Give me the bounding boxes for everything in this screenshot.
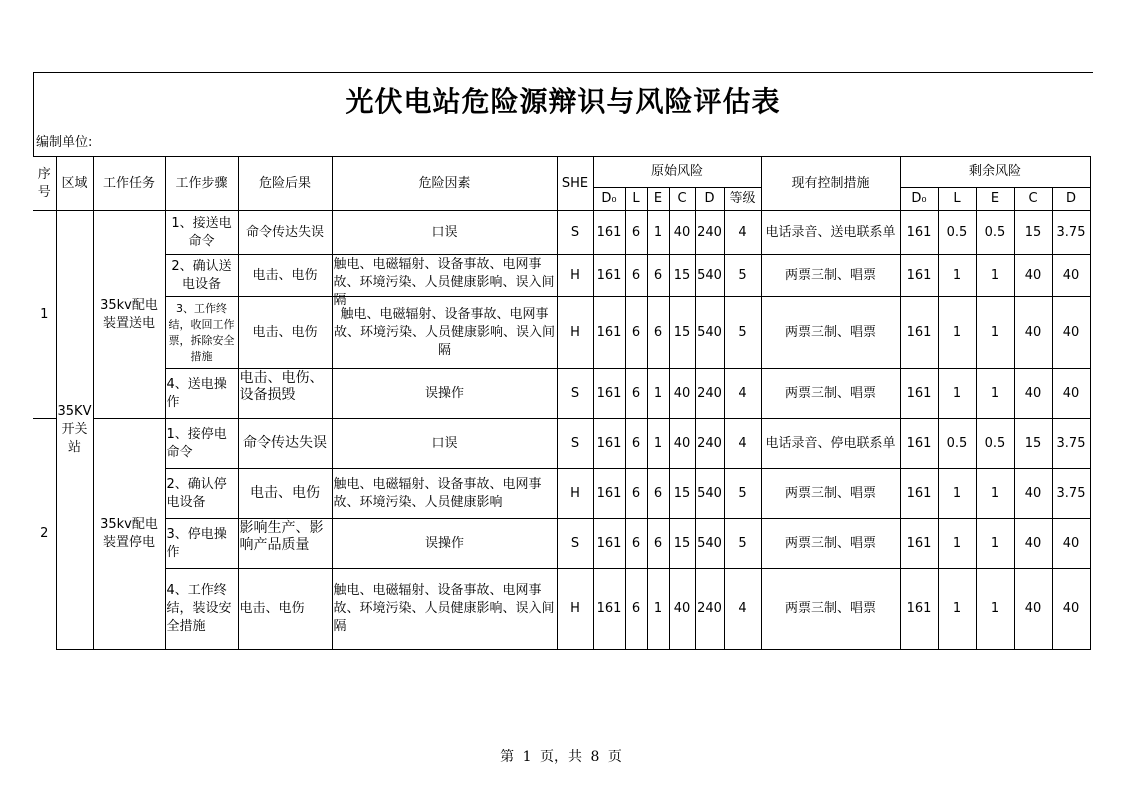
area-cell [56,211,93,650]
table-row [33,569,1090,650]
l-cell: 6 [625,369,647,419]
res-l-cell: 0.5 [938,419,976,469]
l-cell: 6 [625,419,647,469]
compiling-unit-label [36,131,92,150]
consequence-text: 影响生产、影响产品质量 [239,519,324,553]
res-e-cell: 1 [976,369,1014,419]
she-cell: H [557,469,593,519]
res-l-cell: 1 [938,519,976,569]
d-cell: 540 [695,519,724,569]
factor-cell: 触电、电磁辐射、设备事故、电网事故、环境污染、人员健康影响、误入间隔 [332,297,557,369]
e-cell: 1 [647,211,669,255]
table-row [33,211,1090,255]
consequence-cell: 电击、电伤 [238,569,332,650]
she-cell: S [557,519,593,569]
l-cell: 6 [625,519,647,569]
res-d0-cell: 161 [900,297,938,369]
res-d0-cell: 161 [900,211,938,255]
consequence-text: 电击、电伤、设备损毁 [239,369,324,403]
d0-cell: 161 [593,569,625,650]
res-d-cell: 3.75 [1052,211,1090,255]
res-d0-cell: 161 [900,369,938,419]
res-e-cell: 1 [976,469,1014,519]
step-cell: 4、工作终结，装设安全措施 [165,569,238,650]
she-cell: S [557,419,593,469]
step-cell: 3、停电操作 [165,519,238,569]
l-cell: 6 [625,255,647,297]
l-cell: 6 [625,469,647,519]
table-row [33,469,1090,519]
header-she: SHE [557,157,593,211]
c-cell: 40 [669,211,695,255]
d0-cell: 161 [593,255,625,297]
res-c-cell: 40 [1014,519,1052,569]
c-cell: 15 [669,469,695,519]
control-cell: 两票三制、唱票 [761,469,900,519]
step-cell: 4、送电操作 [165,369,238,419]
c-cell: 40 [669,369,695,419]
group-seq: 1 [33,211,56,419]
header-res-l: L [938,188,976,211]
res-e-cell: 1 [976,297,1014,369]
res-d-cell: 40 [1052,569,1090,650]
control-cell: 两票三制、唱票 [761,569,900,650]
res-d0-cell: 161 [900,569,938,650]
c-cell: 15 [669,255,695,297]
compiling-unit-text: 编制单位: [36,135,93,150]
step-cell: 3、工作终结，收回工作票，拆除安全措施 [165,297,238,369]
consequence-cell: 电击、电伤 [238,297,332,369]
res-d-cell: 40 [1052,297,1090,369]
e-cell: 1 [647,569,669,650]
control-cell: 两票三制、唱票 [761,369,900,419]
res-d-cell: 40 [1052,369,1090,419]
footer-page-total: 8 [590,749,600,765]
consequence-cell [238,369,332,419]
res-e-cell: 1 [976,255,1014,297]
header-orig-grade: 等级 [724,188,761,211]
header-seq: 序号 [33,157,56,211]
footer-suffix: 页 [607,749,622,765]
l-cell: 6 [625,569,647,650]
header-orig-l: L [625,188,647,211]
factor-cell: 触电、电磁辐射、设备事故、电网事故、环境污染、人员健康影响、误入间隔 [332,569,557,650]
consequence-cell: 命令传达失误 [238,211,332,255]
res-c-cell: 40 [1014,369,1052,419]
res-d-cell: 40 [1052,519,1090,569]
footer-mid: 页，共 [540,749,582,765]
res-c-cell: 15 [1014,419,1052,469]
factor-cell [332,255,557,308]
d-cell: 240 [695,211,724,255]
footer-prefix: 第 [500,749,515,765]
c-cell: 15 [669,297,695,369]
res-e-cell: 0.5 [976,211,1014,255]
table-row [33,255,1090,297]
group-task: 35kv配电装置停电 [93,419,165,650]
grade-cell: 4 [724,419,761,469]
grade-cell: 5 [724,519,761,569]
d0-cell: 161 [593,419,625,469]
header-factor: 危险因素 [332,157,557,211]
factor-cell: 口误 [332,211,557,255]
header-orig-d: D [695,188,724,211]
e-cell: 1 [647,419,669,469]
header-consequence: 危险后果 [238,157,332,211]
header-orig-c: C [669,188,695,211]
header-orig-d0: D₀ [593,188,625,211]
res-d0-cell: 161 [900,469,938,519]
grade-cell: 5 [724,297,761,369]
consequence-cell: 命令传达失误 [238,419,332,469]
res-l-cell: 1 [938,469,976,519]
control-cell: 电话录音、停电联系单 [761,419,900,469]
res-l-cell: 0.5 [938,211,976,255]
factor-cell: 触电、电磁辐射、设备事故、电网事故、环境污染、人员健康影响 [332,469,557,519]
frame-top-border [33,72,1093,73]
control-cell: 两票三制、唱票 [761,255,900,297]
d-cell: 240 [695,419,724,469]
she-cell: H [557,255,593,297]
e-cell: 6 [647,469,669,519]
factor-text: 触电、电磁辐射、设备事故、电网事故、环境污染、人员健康影响、误入间隔 [333,256,555,308]
res-c-cell: 15 [1014,211,1052,255]
d-cell: 540 [695,297,724,369]
res-d-cell: 3.75 [1052,469,1090,519]
d0-cell: 161 [593,469,625,519]
l-cell: 6 [625,297,647,369]
header-res-d: D [1052,188,1090,211]
header-res-d0: D₀ [900,188,938,211]
res-d0-cell: 161 [900,519,938,569]
table-row [33,419,1090,469]
step-cell: 2、确认送电设备 [165,255,238,297]
table-row [33,369,1090,419]
control-cell: 两票三制、唱票 [761,297,900,369]
header-res-e: E [976,188,1014,211]
e-cell: 1 [647,369,669,419]
d0-cell: 161 [593,297,625,369]
header-area: 区域 [56,157,93,211]
res-c-cell: 40 [1014,469,1052,519]
step-cell: 1、接停电命令 [165,419,238,469]
factor-cell: 误操作 [332,369,557,419]
factor-cell: 误操作 [332,519,557,569]
table-row [33,297,1090,369]
factor-cell: 口误 [332,419,557,469]
header-row-1 [33,157,1090,188]
header-res-c: C [1014,188,1052,211]
d-cell: 540 [695,255,724,297]
she-cell: H [557,569,593,650]
grade-cell: 5 [724,469,761,519]
header-controls: 现有控制措施 [761,157,900,211]
header-task: 工作任务 [93,157,165,211]
group-seq: 2 [33,419,56,650]
c-cell: 15 [669,519,695,569]
consequence-cell: 电击、电伤 [238,469,332,519]
c-cell: 40 [669,569,695,650]
res-c-cell: 40 [1014,297,1052,369]
res-e-cell: 1 [976,519,1014,569]
e-cell: 6 [647,255,669,297]
res-d0-cell: 161 [900,419,938,469]
grade-cell: 4 [724,569,761,650]
risk-assessment-table [33,156,1091,650]
e-cell: 6 [647,297,669,369]
d-cell: 240 [695,569,724,650]
header-orig-e: E [647,188,669,211]
step-cell: 2、确认停电设备 [165,469,238,519]
l-cell: 6 [625,211,647,255]
res-l-cell: 1 [938,369,976,419]
group-task: 35kv配电装置送电 [93,211,165,419]
res-d-cell: 3.75 [1052,419,1090,469]
grade-cell: 4 [724,211,761,255]
grade-cell: 5 [724,255,761,297]
page-title: 光伏电站危险源辩识与风险评估表 [345,85,781,118]
she-cell: H [557,297,593,369]
footer-page-number: 1 [522,749,532,765]
grade-cell: 4 [724,369,761,419]
step-cell: 1、接送电命令 [165,211,238,255]
header-original-risk: 原始风险 [593,157,761,188]
c-cell: 40 [669,419,695,469]
control-cell: 电话录音、送电联系单 [761,211,900,255]
she-cell: S [557,211,593,255]
res-e-cell: 0.5 [976,419,1014,469]
d-cell: 240 [695,369,724,419]
page-footer [0,746,1122,766]
res-d-cell: 40 [1052,255,1090,297]
res-d0-cell: 161 [900,255,938,297]
she-cell: S [557,369,593,419]
d-cell: 540 [695,469,724,519]
res-c-cell: 40 [1014,255,1052,297]
d0-cell: 161 [593,211,625,255]
control-cell: 两票三制、唱票 [761,519,900,569]
table-row [33,519,1090,569]
res-l-cell: 1 [938,255,976,297]
res-l-cell: 1 [938,297,976,369]
d0-cell: 161 [593,369,625,419]
e-cell: 6 [647,519,669,569]
header-step: 工作步骤 [165,157,238,211]
res-c-cell: 40 [1014,569,1052,650]
consequence-cell: 电击、电伤 [238,255,332,297]
area-name: 35KV开关站 [57,404,92,455]
res-e-cell: 1 [976,569,1014,650]
d0-cell: 161 [593,519,625,569]
res-l-cell: 1 [938,569,976,650]
consequence-cell [238,519,332,569]
header-residual-risk: 剩余风险 [900,157,1090,188]
